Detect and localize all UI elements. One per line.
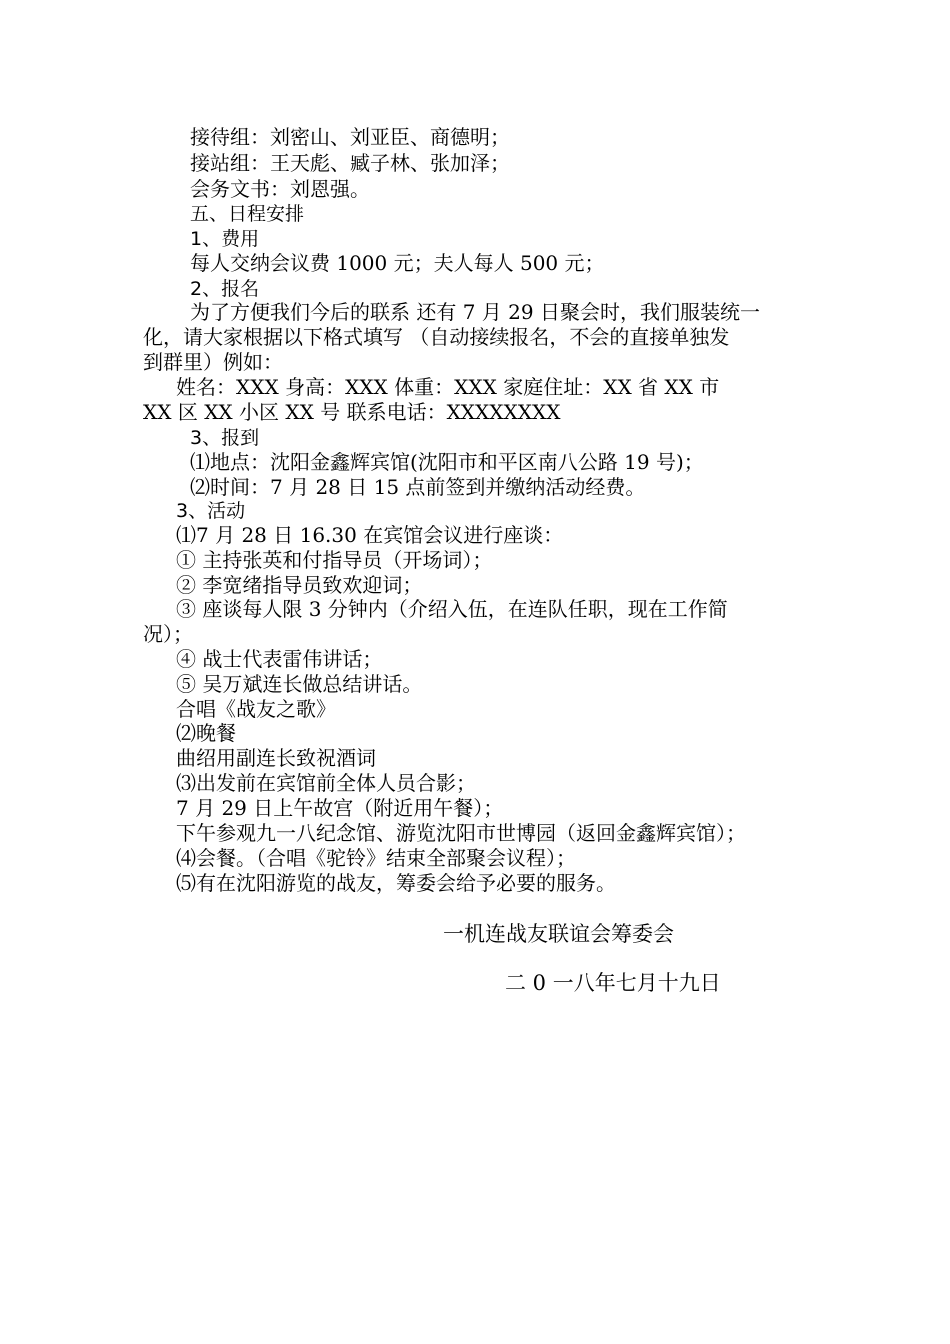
chorus-line: 合唱《战友之歌》 — [176, 697, 336, 721]
subheading-fees: 1、费用 — [190, 228, 260, 250]
registration-text-line-3: 到群里）例如： — [143, 350, 283, 374]
registration-text-line-1: 为了方便我们今后的联系 还有 7 月 29 日聚会时，我们服装统一 — [190, 300, 760, 324]
afternoon-visit-line: 下午参观九一八纪念馆、游览沈阳市世博园（返回金鑫辉宾馆）； — [176, 821, 746, 845]
check-in-time: ⑵时间：7 月 28 日 15 点前签到并缴纳活动经费。 — [190, 475, 646, 499]
section-heading-schedule: 五、日程安排 — [190, 203, 305, 225]
activity-item-1: ⑴7 月 28 日 16.30 在宾馆会议进行座谈： — [176, 523, 564, 547]
registration-format-line-1: 姓名：XXX 身高：XXX 体重：XXX 家庭住址：XX 省 XX 市 — [176, 375, 720, 399]
activity-item-2: ⑵晚餐 — [176, 721, 236, 745]
check-in-location: ⑴地点：沈阳金鑫辉宾馆(沈阳市和平区南八公路 19 号)； — [190, 450, 704, 474]
signature-date: 二 0 一八年七月十九日 — [505, 971, 721, 995]
secretary-line: 会务文书：刘恩强。 — [190, 177, 370, 201]
activity-item-3: ⑶出发前在宾馆前全体人员合影； — [176, 771, 476, 795]
activity-sub-item-5: ⑤ 吴万斌连长做总结讲话。 — [176, 672, 423, 696]
fees-line: 每人交纳会议费 1000 元；夫人每人 500 元； — [190, 251, 605, 275]
registration-format-line-2: XX 区 XX 小区 XX 号 联系电话：XXXXXXXX — [143, 400, 561, 424]
subheading-registration: 2、报名 — [190, 278, 260, 300]
activity-sub-item-3-cont: 况）； — [143, 622, 193, 646]
activity-sub-item-2: ② 李宽绪指导员致欢迎词； — [176, 573, 423, 597]
activity-item-4: ⑷会餐。（合唱《驼铃》结束全部聚会议程）； — [176, 846, 576, 870]
activity-sub-item-1: ① 主持张英和付指导员（开场词）； — [176, 548, 493, 572]
toast-line: 曲绍用副连长致祝酒词 — [176, 746, 376, 770]
activity-sub-item-3: ③ 座谈每人限 3 分钟内（介绍入伍，在连队任职，现在工作简 — [176, 597, 728, 621]
reception-group-line: 接待组：刘密山、刘亚臣、商德明； — [190, 125, 510, 149]
palace-visit-line: 7 月 29 日上午故宫（附近用午餐）； — [176, 796, 504, 820]
activity-item-5: ⑸有在沈阳游览的战友，筹委会给予必要的服务。 — [176, 871, 616, 895]
subheading-activities: 3、活动 — [176, 500, 246, 522]
pickup-group-line: 接站组：王天彪、臧子林、张加泽； — [190, 151, 510, 175]
activity-sub-item-4: ④ 战士代表雷伟讲话； — [176, 647, 383, 671]
signature-organization: 一机连战友联谊会筹委会 — [443, 922, 674, 946]
subheading-check-in: 3、报到 — [190, 427, 260, 449]
registration-text-line-2: 化，请大家根据以下格式填写 （自动接续报名，不会的直接单独发 — [143, 325, 730, 349]
